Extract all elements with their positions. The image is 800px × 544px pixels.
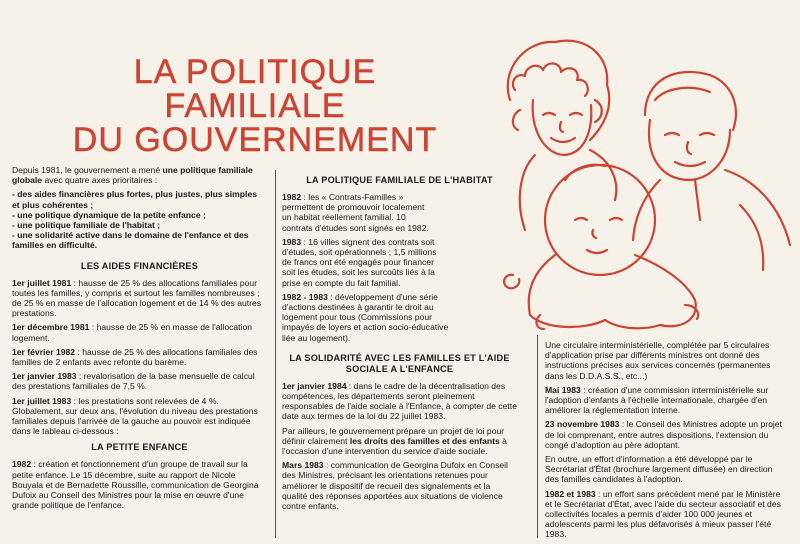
page-title	[50, 55, 460, 157]
paragraph: Globalement, sur deux ans, l'évolution du niveau des prestations familiales depuis l'arrivée de la gauche au pouvoir est indiquée dans le tableau ci-dessous :	[12, 405, 258, 437]
paragraph: Mai 1983 : création d'une commission interministérielle sur l'adoption d'enfants à l'échelle internationale, chargée d'en améliorer la réglementation interne.	[545, 384, 769, 416]
paragraph: 1982 et 1983 : un effort sans précédent mené par le Ministère et le Secrétariat d'État, avec l'aide du secteur associatif et des collectivités locales a permis d'aider 100 000 jeunes et adolescents parmi les plus défavorisés à mieux passer l'été 1983.	[545, 488, 781, 540]
title-line-1: LA POLITIQUE	[133, 53, 377, 91]
list-item: - une solidarité active dans le domaine de l'enfance et des familles en difficulté.	[12, 230, 249, 251]
paragraph: 1er décembre 1981 : hausse de 25 % en masse de l'allocation logement.	[12, 322, 253, 343]
list-item: - une politique familiale de l'habitat ;	[12, 220, 161, 231]
section-heading-aides: LES AIDES FINANCIÈRES	[80, 260, 199, 271]
section-heading-petite-enfance: LA PETITE ENFANCE	[91, 442, 188, 453]
paragraph: Mars 1983 : communication de Georgina Dufoix en Conseil des Ministres, précisant les orientations retenues pour améliorer le dispositif de recueil des signalements et la qualité des réponses apportées aux situations de violence contre enfants.	[282, 460, 508, 512]
paragraph: 1er janvier 1984 : dans le cadre de la décentralisation des compétences, les départements seront pleinement responsables de l'aide sociale à l'Enfance, à compter de cette date aux termes de la loi du 22 juillet 1983.	[282, 380, 517, 422]
paragraph: 1982 : création et fonctionnement d'un groupe de travail sur la petite enfance. Le 15 décembre, suite au rapport de Nicole Bouyala et de Bernadette Roussille, communication de Georgina Dufoix au Conseil des Ministres pour la mise en œuvre d'une grande politique de l'enfance.	[12, 459, 259, 511]
title-line-3: DU GOUVERNEMENT	[72, 121, 438, 159]
column-left	[12, 165, 267, 514]
list-item: - des aides financières plus fortes, plus justes, plus simples et plus cohérentes ;	[12, 189, 258, 210]
paragraph: 1982 : les « Contrats-Familles » permettent de promouvoir localement un habitat réellement familial. 10 contrats d'études sont signés en 1982.	[282, 192, 429, 233]
paragraph: 1er février 1982 : hausse de 25 % des allocations familiales des familles de 2 enfants avec refonte du barème.	[12, 346, 258, 368]
section-heading-habitat: LA POLITIQUE FAMILIALE DE L'HABITAT	[306, 175, 493, 185]
paragraph: Une circulaire interministérielle, complétée par 5 circulaires d'application prise par différents ministres ont donné des instructions précises aux services concernés (permanentes dans les D.D.A.S.S., etc...)	[545, 340, 771, 381]
column-right	[545, 340, 785, 544]
paragraph: En outre, un effort d'information a été développé par le Secrétariat d'État (brochure largement diffusée) en direction des familles candidates à l'adoption.	[545, 454, 773, 485]
paragraph: 1er juillet 1981 : hausse de 25 % des allocations familiales pour toutes les familles, y compris et surtout les familles nombreuses ; de 25 % en masse de l'allocation logement et de 14 % des autres prestations.	[12, 277, 262, 319]
priority-list	[12, 189, 267, 250]
column-divider	[275, 170, 276, 538]
paragraph: Par ailleurs, le gouvernement prépare un projet de loi pour définir clairement les droits des familles et des enfants à l'occasion d'une intervention du service d'aide sociale.	[282, 425, 507, 457]
column-divider	[537, 335, 538, 538]
section-heading-solidarite: LA SOLIDARITÉ AVEC LES FAMILLES ET L'AIDE SOCIALE A L'ENFANCE	[289, 352, 510, 374]
list-item: - une politique dynamique de la petite enfance ;	[12, 209, 206, 220]
family-illustration	[495, 30, 800, 335]
intro-paragraph: Depuis 1981, le gouvernement a mené une politique familiale globale avec quatre axes prioritaires :	[12, 165, 253, 186]
paragraph: 1982 - 1983 : développement d'une série d'actions destinées à garantir le droit au logement pour tous (Commissions pour impayés de loyers et action socio-éducative liée au logement).	[282, 291, 449, 343]
paragraph: 1er juillet 1983 : les prestations sont relevées de 4 %.	[12, 395, 219, 406]
column-middle	[282, 175, 517, 515]
paragraph: 23 novembre 1983 : le Conseil des Ministres adopte un projet de loi comprenant, entre autres dispositions, l'extension du congé d'adoption au père adoptant.	[545, 419, 782, 450]
paragraph: 1er janvier 1983 : revalorisation de la base mensuelle de calcul des prestations familiales de 7,5 %.	[12, 371, 255, 392]
title-line-2: FAMILIALE	[164, 87, 346, 125]
paragraph: 1983 : 16 villes signent des contrats soit d'études, soit opérationnels ; 1,5 millions de francs ont été engagés pour financer soit les études, soit les surcoûts liés à la prise en compte du fait familial.	[282, 236, 437, 288]
